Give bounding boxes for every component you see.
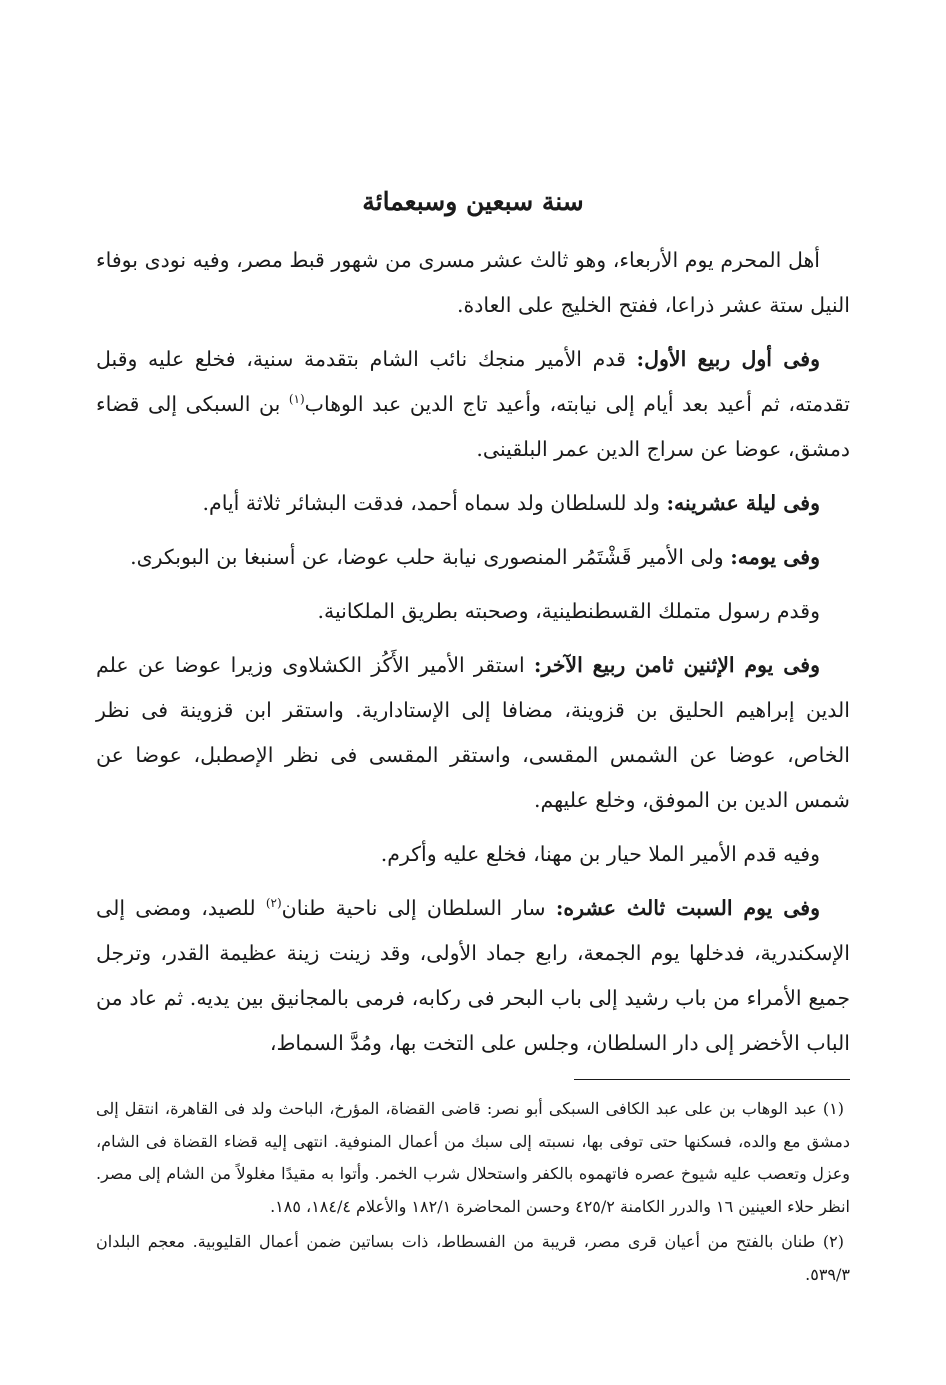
paragraph-6	[96, 643, 850, 823]
paragraph-7	[96, 832, 850, 877]
paragraph-lead: وفى أول ربيع الأول:	[636, 347, 820, 371]
footnote-1: (١) عبد الوهاب بن على عبد الكافى السبكى أبو نصر: قاضى القضاة، المؤرخ، الباحث ولد فى القاهرة، انتقل إلى دمشق مع والده، فسكنها حتى توفى بها، نسبته إلى سبك من أعمال المنوفية. انتهى إليه قضاء القضاة فى الشام، وعزل وتعصب عليه شيوخ عصره فاتهموه بالكفر واستحلال شرب الخمر. وأتوا به مقيدًا مغلولاً من الشام إلى مصر. انظر حلاء العينين ١٦ والدرر الكامنة ٤٢٥/٢ وحسن المحاضرة ١٨٢/١ والأعلام ١٨٤/٤، ١٨٥.	[96, 1099, 850, 1216]
page-title: سنة سبعين وسبعمائة	[362, 187, 584, 216]
book-page	[96, 0, 850, 1385]
paragraph-3	[96, 481, 850, 526]
paragraph-4	[96, 535, 850, 580]
paragraph-text: وفيه قدم الأمير الملا حيار بن مهنا، فخلع عليه وأكرم.	[380, 842, 820, 866]
footnote-ref-1[interactable]: (١)	[288, 392, 305, 407]
paragraph-1	[96, 238, 850, 328]
footnotes	[96, 1093, 850, 1294]
paragraph-lead: وفى ليلة عشرينه:	[666, 491, 820, 515]
paragraph-text: وقدم رسول متملك القسطنطينية، وصحبته بطريق الملكانية.	[317, 599, 820, 623]
paragraph-lead: وفى يومه:	[730, 545, 820, 569]
paragraph-text: أهل المحرم يوم الأربعاء، وهو ثالث عشر مسرى من شهور قبط مصر، وفيه نودى بوفاء النيل ستة عشر ذراعا، ففتح الخليج على العادة.	[96, 248, 850, 317]
paragraph-text: ولى الأمير قَشْتَمُر المنصورى نيابة حلب عوضا، عن أسنبغا بن البوبكرى.	[130, 545, 731, 569]
paragraph-text-cont: بن السبكى إلى قضاء دمشق، عوضا عن سراج الدين عمر البلقينى.	[96, 392, 850, 461]
footnote-2: (٢) طنان بالفتح من أعيان قرى مصر، قريبة من الفسطاط، ذات بساتين ضمن أعمال القليوبية. معجم البلدان ٥٣٩/٣.	[96, 1232, 850, 1284]
footnote-ref-2[interactable]: (٢)	[265, 896, 282, 911]
paragraph-lead: وفى يوم الإثنين ثامن ربيع الآخر:	[533, 653, 820, 677]
paragraph-text: قدم الأمير منجك نائب الشام بتقدمة سنية، فخلع عليه وقبل تقدمته، ثم أعيد بعد أيام إلى نيابته، وأعيد تاج الدين عبد الوهاب	[96, 347, 850, 416]
paragraph-8	[96, 886, 850, 1066]
paragraph-lead: وفى يوم السبت ثالث عشره:	[555, 896, 820, 920]
paragraph-text-cont: للصيد، ومضى إلى الإسكندرية، فدخلها يوم الجمعة، رابع جماد الأولى، وقد زينت زينة عظيمة القدر، وترجل جميع الأمراء من باب رشيد إلى باب البحر فى ركابه، فرمى بالمجانيق بين يديه. ثم عاد من الباب الأخضر إلى دار السلطان، وجلس على التخت بها، ومُدَّ السماط،	[96, 896, 850, 1055]
paragraph-text: سار السلطان إلى ناحية طنان	[281, 896, 556, 920]
paragraph-text: ولد للسلطان ولد سماه أحمد، فدقت البشائر ثلاثة أيام.	[202, 491, 667, 515]
paragraph-2	[96, 337, 850, 472]
paragraph-5	[96, 589, 850, 634]
paragraph-text: استقر الأمير الأَكُز الكشلاوى وزيرا عوضا عن علم الدين إبراهيم الحليق بن قزوينة، مضافا إلى الإستادارية. واستقر ابن قزوينة فى نظر الخاص، عوضا عن الشمس المقسى، واستقر المقسى فى نظر الإصطبل، عوضا عن شمس الدين بن الموفق، وخلع عليهم.	[96, 653, 850, 812]
main-text	[96, 238, 850, 1075]
footnote-divider	[574, 1079, 850, 1080]
